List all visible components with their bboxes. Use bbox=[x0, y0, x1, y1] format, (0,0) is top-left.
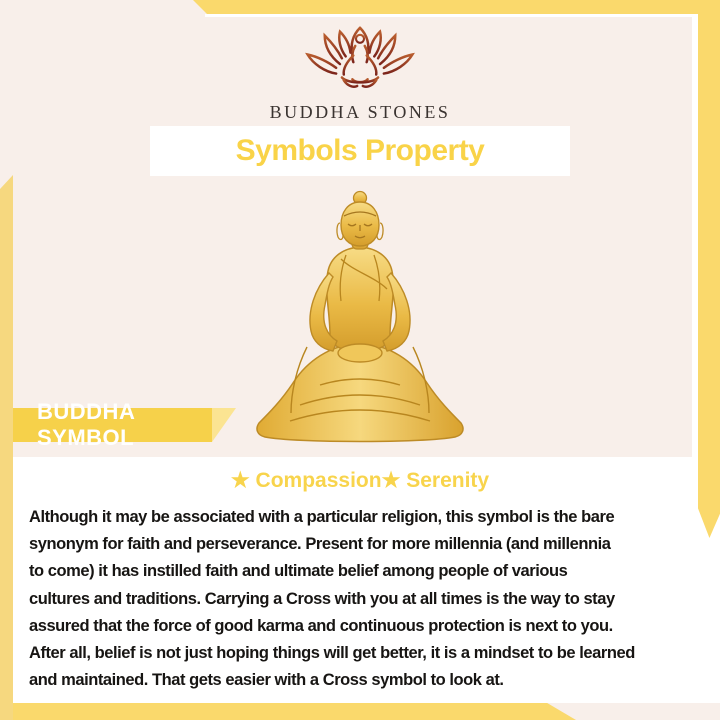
paragraph-line: to come) it has instilled faith and ultimate belief among people of various bbox=[29, 562, 568, 581]
description-paragraph bbox=[29, 504, 705, 694]
lotus-meditation-icon bbox=[298, 24, 422, 106]
paragraph-line: synonym for faith and perseverance. Present for more millennia (and millennia bbox=[29, 535, 611, 554]
paragraph-line: Although it may be associated with a particular religion, this symbol is the bare bbox=[29, 508, 615, 526]
bottom-corner-fill bbox=[0, 703, 720, 720]
separator-line-horizontal bbox=[205, 14, 698, 17]
content-section bbox=[0, 457, 720, 720]
golden-buddha-icon bbox=[245, 184, 475, 452]
brand-name: BUDDHA STONES bbox=[269, 102, 451, 122]
symbol-badge bbox=[0, 399, 212, 450]
paragraph-line: assured that the force of good karma and continuous protection is next to you. bbox=[29, 616, 613, 635]
top-accent-band bbox=[193, 0, 720, 14]
separator-line-vertical bbox=[692, 14, 698, 458]
paragraph-line: After all, belief is not just hoping things will get better, it is a mindset to be learned bbox=[29, 644, 635, 663]
paragraph-line: cultures and traditions. Carrying a Cross with you at all times is the way to stay bbox=[29, 589, 615, 608]
brand-logo bbox=[298, 24, 422, 106]
content-heading: ★ Compassion★ Serenity bbox=[230, 469, 490, 492]
left-accent-strip bbox=[0, 175, 13, 720]
buddha-illustration bbox=[245, 184, 475, 452]
page-title: Symbols Property bbox=[235, 134, 485, 167]
paragraph-line: and maintained. That gets easier with a Cross symbol to look at. bbox=[29, 671, 504, 690]
title-banner bbox=[150, 126, 570, 176]
bottom-accent-band bbox=[0, 703, 720, 720]
symbol-badge-fold bbox=[212, 408, 236, 442]
right-accent-ribbon bbox=[698, 0, 720, 538]
symbol-badge-label: BUDDHA SYMBOL bbox=[37, 399, 135, 450]
